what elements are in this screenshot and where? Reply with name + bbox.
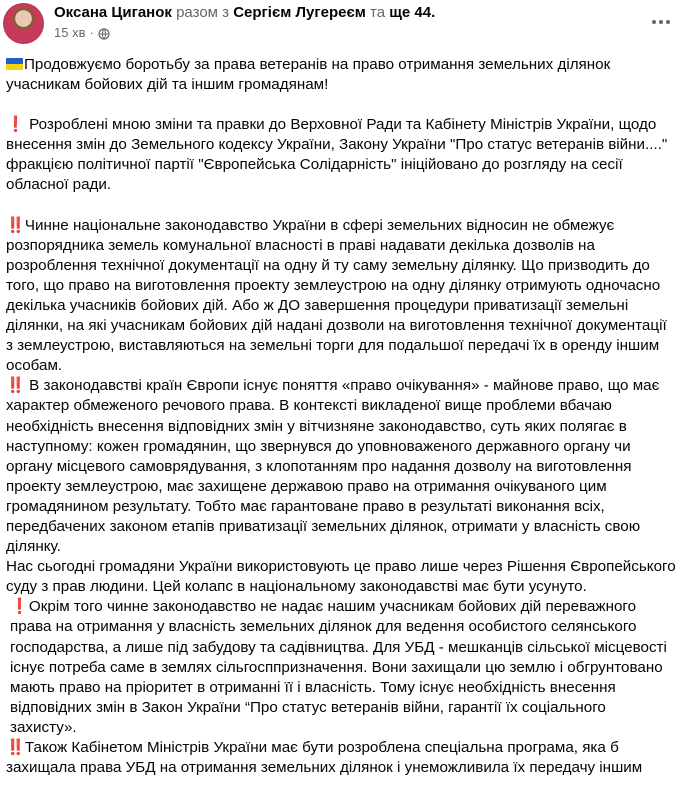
double-exclamation-icon: ‼️ <box>6 216 25 234</box>
post-content <box>6 55 676 778</box>
paragraph-5 <box>6 557 676 597</box>
exclamation-icon: ❗ <box>10 598 29 616</box>
paragraph-text: Також Кабінетом Міністрів України має бути розроблена спеціальна програма, яка б захищала права УБД на отримання земельних ділянок і унеможливила їх передачу іншим <box>6 739 643 777</box>
more-options-icon[interactable] <box>647 8 675 36</box>
paragraph-text: Розроблені мною зміни та правки до Верховної Ради та Кабінету Міністрів України, щодо внесення змін до Земельного кодексу України, Закону України "Про статус ветеранів війни...." фракцією політичної партії "Європейська Солідарність" ініційовано до розгляду на сесії обласної ради. <box>6 116 668 194</box>
paragraph-text: Окрім того чинне законодавство не надає нашим учасникам бойових дій переважного права на отримання у власність земельних ділянок для ведення особистого селянського господарства, а лише під забудову та садівництва. Для УБД - мешканців сільської місцевості існує потреба саме в землях сільгосппризначення. Вони захищали цю землю і обгрунтовано мають право на пріоритет в отриманні її і власність. Тому існує необхідність внесення відповідних змін в Закон України “Про статус ветеранів війни, гарантії їх соціального захисту». <box>10 598 667 736</box>
post-time[interactable]: 15 хв <box>54 25 86 40</box>
tagged-others[interactable]: ще 44 <box>389 4 432 21</box>
paragraph-text: Продовжуємо боротьбу за права ветеранів на право отримання земельних ділянок учасникам бойових дій та іншим громадянам! <box>6 56 611 94</box>
double-exclamation-icon: ‼️ <box>6 739 25 756</box>
ukraine-flag-icon <box>6 58 23 70</box>
paragraph-text: Чинне національне законодавство України в сфері земельних відносин не обмежує розпорядника земель комунальної власності в праві надавати декілька дозволів на розроблення технічної документації на одну й ту саму земельну ділянку. Що призводить до того, що право на виготовлення проекту землеустрою на одну ділянку отримують одночасно декілька учасників бойових дій. Або ж ДО завершення процедури приватизації земельні ділянки, на які учасникам бойових дій надані дозволи на виготовлення технічної документації з землеустрою, виставляються на земельні торги для подальшої передачі їх в оренду іншим особам. <box>6 216 667 375</box>
paragraph-6 <box>6 597 676 738</box>
paragraph-7 <box>6 738 676 778</box>
exclamation-icon: ❗ <box>6 116 25 134</box>
author-line <box>54 3 435 23</box>
paragraph-text: Нас сьогодні громадяни України використовують це право лише через Рішення Європейського суду з прав людини. Цей колапс в національному законодавстві має бути усунуто. <box>6 558 676 596</box>
meta-separator: · <box>89 25 94 40</box>
paragraph-4 <box>6 376 676 557</box>
and-word: та <box>370 4 386 21</box>
post-header <box>0 0 689 52</box>
double-exclamation-icon: ‼️ <box>6 377 25 395</box>
period: . <box>431 4 436 21</box>
globe-icon[interactable] <box>98 27 110 39</box>
author-name[interactable]: Оксана Циганок <box>54 4 172 21</box>
tagged-person[interactable]: Сергієм Лугереєм <box>233 4 366 21</box>
with-word: разом з <box>176 4 230 21</box>
post-meta <box>54 24 110 42</box>
author-avatar[interactable] <box>3 3 44 44</box>
paragraph-text: В законодавстві країн Європи існує поняття «право очікування» - майнове право, що має характер обмеженого речового права. В контексті викладеної вище проблеми вбачаю необхідність внесення відповідних змін у вітчизняне законодавство, суть яких полягає в наступному: кожен громадянин, що звернувся до уповноваженого державного органу чи органу місцевого самоврядування, з клопотанням про надання дозволу на виготовлення проекту землеустрою, має захищене державою право на отримання очікуваного цим громадянином результату. Тобто має гарантоване право в результаті виконання всіх, передбачених законом етапів приватизації земельних ділянок, отримати у власність свою ділянку. <box>6 377 660 556</box>
paragraph-1 <box>6 55 676 95</box>
paragraph-2 <box>6 115 676 195</box>
paragraph-3 <box>6 216 676 377</box>
